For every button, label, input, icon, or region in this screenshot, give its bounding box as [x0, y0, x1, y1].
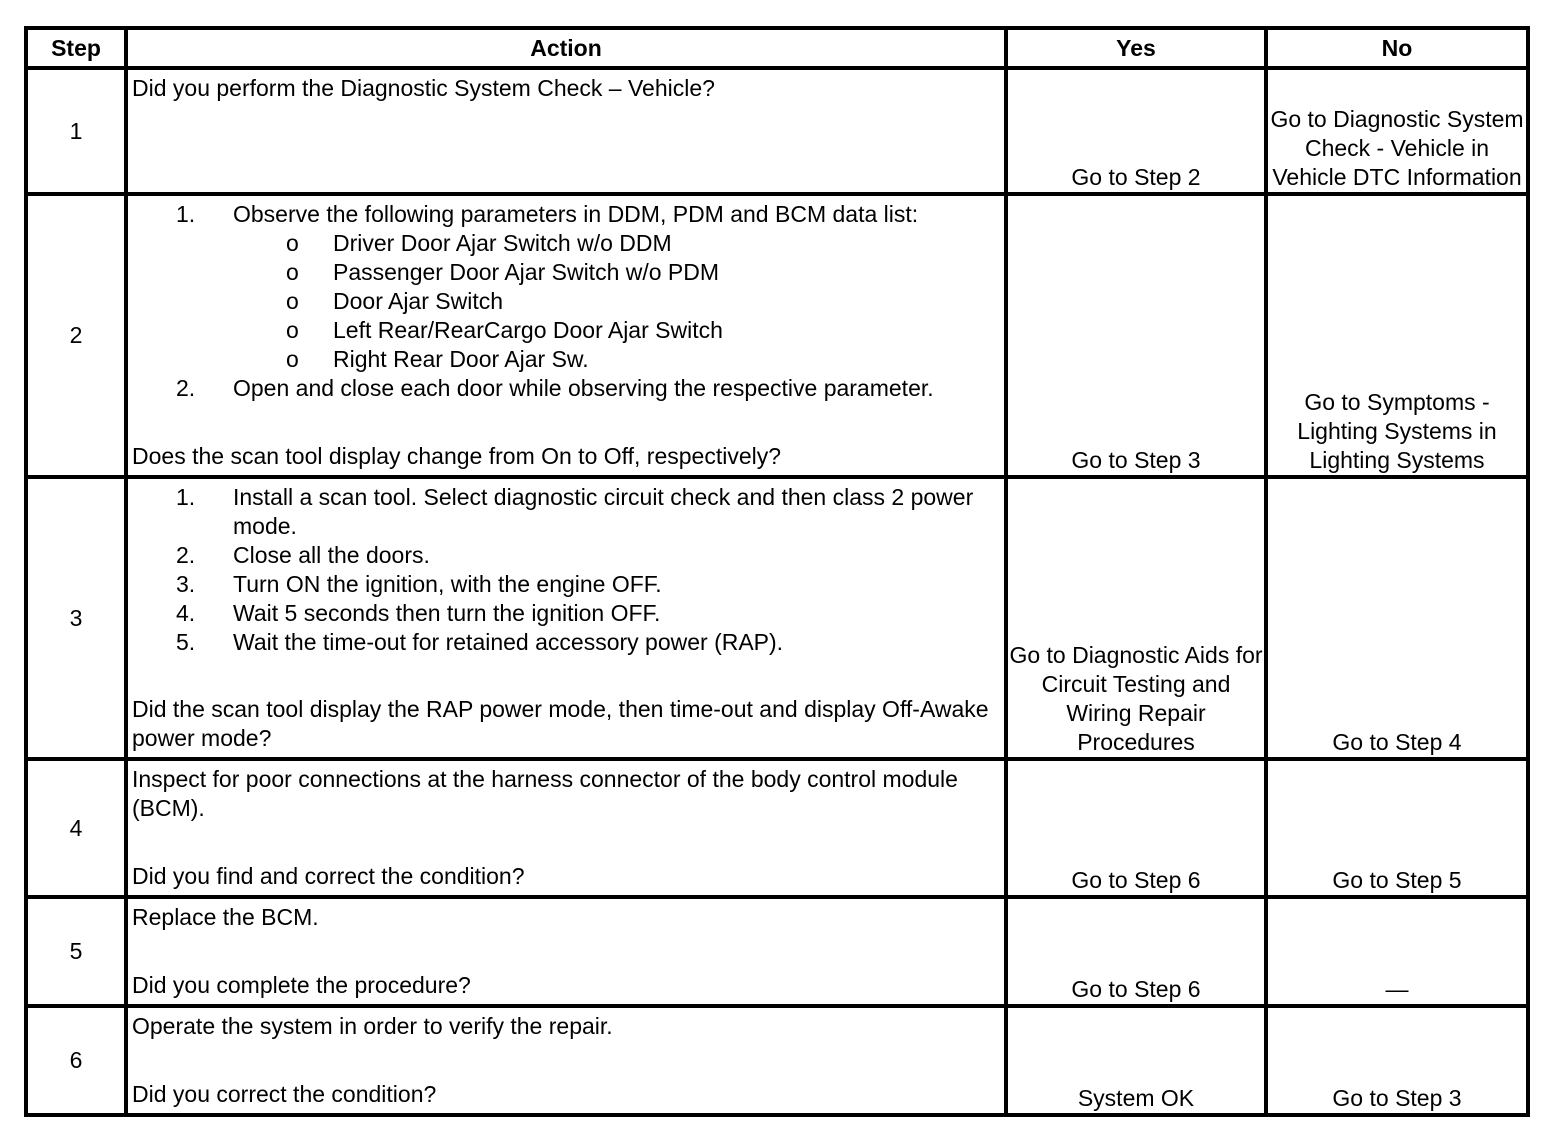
- parameter-item: o Right Rear Door Ajar Sw.: [286, 346, 589, 372]
- no-result: Go to Step 5: [1266, 759, 1528, 897]
- yes-result: Go to Diagnostic Aids for Circuit Testing and Wiring Repair Procedures: [1006, 477, 1266, 759]
- table-row: [26, 897, 1528, 1006]
- table-row: [26, 1006, 1528, 1115]
- step-number: 2: [26, 194, 126, 477]
- step-number: 4: [26, 759, 126, 897]
- step-number: 6: [26, 1006, 126, 1115]
- procedure-item: 4. Wait 5 seconds then turn the ignition OFF.: [176, 600, 661, 626]
- procedure-item: 5. Wait the time-out for retained accessory power (RAP).: [176, 629, 784, 655]
- step-number: 3: [26, 477, 126, 759]
- yes-result: Go to Step 2: [1006, 68, 1266, 194]
- header-yes: Yes: [1006, 28, 1266, 68]
- table-row: [26, 194, 1528, 477]
- action-cell: [126, 194, 1006, 477]
- procedure-list: [176, 200, 998, 403]
- step-number: 5: [26, 897, 126, 1006]
- yes-result: Go to Step 3: [1006, 194, 1266, 477]
- action-question: Did you complete the procedure?: [132, 972, 471, 998]
- action-cell: [126, 759, 1006, 897]
- header-step: Step: [26, 28, 126, 68]
- diagnostic-table: [24, 26, 1530, 1117]
- header-row: [26, 28, 1528, 68]
- action-cell: [126, 477, 1006, 759]
- procedure-item: 1. Observe the following parameters in DDM, PDM and BCM data list: o Driver Door Ajar Switch w/o DDM o Passenger Door Ajar Switch w/o PDM o Door Ajar Switch o Left Rear/RearCargo Door Ajar Switch o Right Rear Door Ajar Sw.: [176, 200, 998, 374]
- header-no: No: [1266, 28, 1528, 68]
- procedure-item: 1. Install a scan tool. Select diagnostic circuit check and then class 2 power mode.: [176, 484, 974, 539]
- procedure-item: 2. Open and close each door while observing the respective parameter.: [176, 375, 934, 401]
- procedure-item: 2. Close all the doors.: [176, 542, 430, 568]
- procedure-item: 3. Turn ON the ignition, with the engine OFF.: [176, 571, 662, 597]
- no-result: Go to Step 3: [1266, 1006, 1528, 1115]
- no-result: Go to Diagnostic System Check - Vehicle in Vehicle DTC Information: [1266, 68, 1528, 194]
- parameter-item: o Passenger Door Ajar Switch w/o PDM: [286, 259, 720, 285]
- yes-result: Go to Step 6: [1006, 759, 1266, 897]
- action-question: Does the scan tool display change from On to Off, respectively?: [132, 443, 782, 469]
- parameter-item: o Door Ajar Switch: [286, 288, 504, 314]
- procedure-list: [176, 483, 998, 657]
- action-cell: [126, 68, 1006, 194]
- action-cell: [126, 1006, 1006, 1115]
- table-row: [26, 477, 1528, 759]
- parameter-item: o Left Rear/RearCargo Door Ajar Switch: [286, 317, 723, 343]
- no-result: Go to Step 4: [1266, 477, 1528, 759]
- action-question: Did the scan tool display the RAP power mode, then time-out and display Off-Awake power mode?: [132, 696, 989, 751]
- table-row: [26, 759, 1528, 897]
- header-action: Action: [126, 28, 1006, 68]
- action-question: Did you correct the condition?: [132, 1081, 437, 1107]
- action-text: Replace the BCM.: [132, 904, 319, 930]
- action-question: Did you find and correct the condition?: [132, 863, 525, 889]
- action-text: Operate the system in order to verify the repair.: [132, 1013, 613, 1039]
- no-result: —: [1266, 897, 1528, 1006]
- table-row: [26, 68, 1528, 194]
- action-text: Inspect for poor connections at the harness connector of the body control module (BCM).: [132, 766, 958, 821]
- step-number: 1: [26, 68, 126, 194]
- action-cell: [126, 897, 1006, 1006]
- yes-result: System OK: [1006, 1006, 1266, 1115]
- parameter-list: [286, 229, 998, 374]
- parameter-item: o Driver Door Ajar Switch w/o DDM: [286, 230, 672, 256]
- action-text: Did you perform the Diagnostic System Check – Vehicle?: [132, 75, 715, 101]
- no-result: Go to Symptoms - Lighting Systems in Lighting Systems: [1266, 194, 1528, 477]
- yes-result: Go to Step 6: [1006, 897, 1266, 1006]
